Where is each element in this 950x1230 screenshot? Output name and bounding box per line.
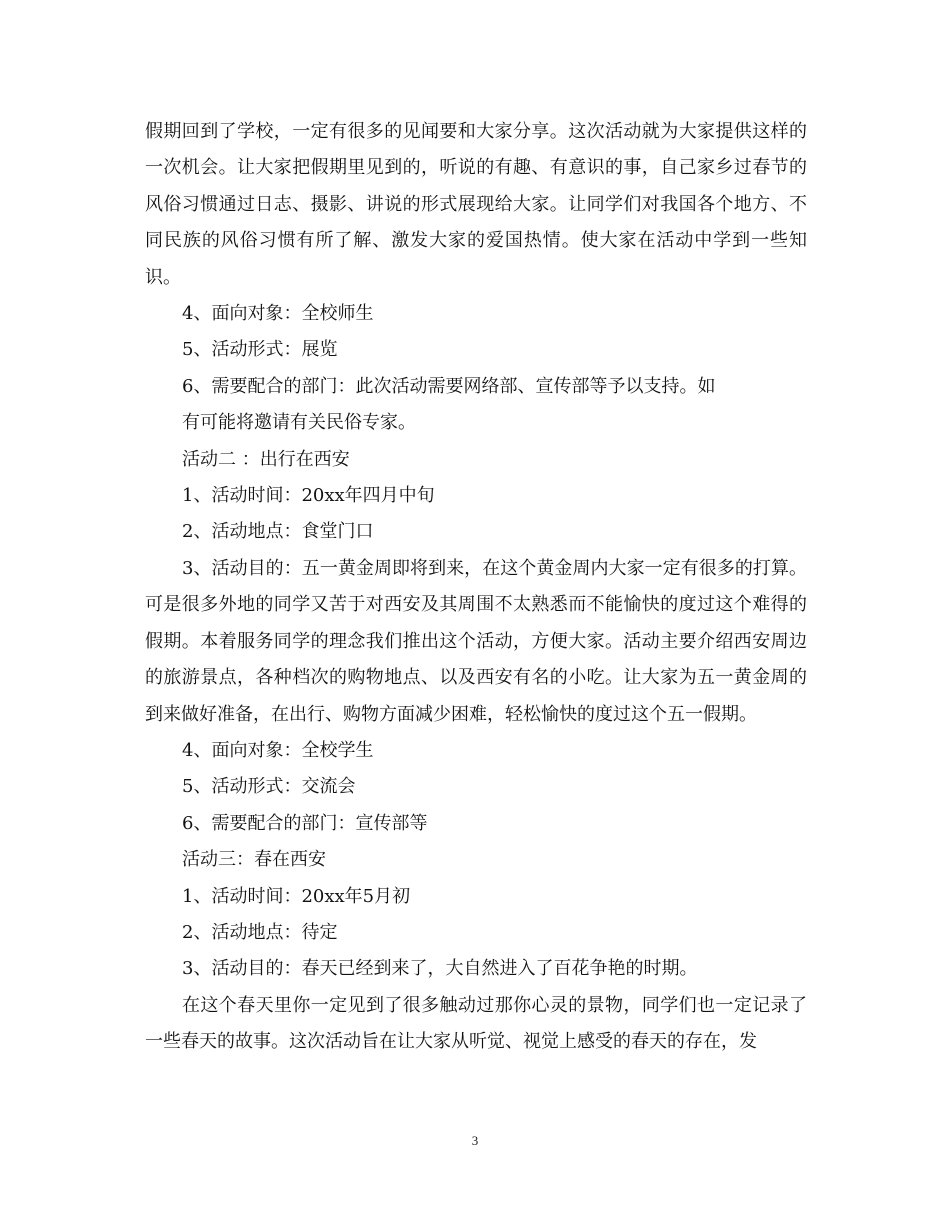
paragraph: 6、需要配合的部门：宣传部等 (182, 812, 428, 834)
paragraph: 5、活动形式：交流会 (182, 776, 356, 798)
paragraph: 在这个春天里你一定见到了很多触动过那你心灵的景物，同学们也一定记录了一些春天的故事。这次活动旨在让大家从听觉、视觉上感受的春天的存在，发 (145, 994, 807, 1053)
paragraph: 活动三：春在西安 (182, 849, 326, 871)
paragraph: 4、面向对象：全校师生 (182, 303, 374, 325)
paragraph: 3、活动目的：五一黄金周即将到来，在这个黄金周内大家一定有很多的打算。可是很多外地的同学又苦于对西安及其周围不太熟悉而不能愉快的度过这个难得的假期。本着服务同学的理念我们推出这个活动，方便大家。活动主要介绍西安周边的旅游景点，各种档次的购物地点、以及西安有名的小吃。让大家为五一黄金周的到来做好准备，在出行、购物方面减少困难，轻松愉快的度过这个五一假期。 (145, 557, 807, 725)
paragraph: 5、活动形式：展览 (182, 339, 338, 361)
paragraph: 活动二 ：出行在西安 (182, 448, 350, 470)
paragraph: 假期回到了学校，一定有很多的见闻要和大家分享。这次活动就为大家提供这样的一次机会。让大家把假期里见到的，听说的有趣、有意识的事，自己家乡过春节的风俗习惯通过日志、摄影、讲说的形式展现给大家。让同学们对我国各个地方、不同民族的风俗习惯有所了解、激发大家的爱国热情。使大家在活动中学到一些知识。 (145, 121, 807, 288)
paragraph: 2、活动地点：待定 (182, 921, 338, 943)
paragraph: 1、活动时间：20xx年四月中旬 (182, 485, 435, 507)
paragraph: 1、活动时间：20xx年5月初 (182, 885, 411, 907)
paragraph: 6、需要配合的部门：此次活动需要网络部、宣传部等予以支持。如 (182, 375, 716, 397)
page-number: 3 (471, 1133, 479, 1148)
paragraph: 4、面向对象：全校学生 (182, 739, 374, 761)
paragraph: 2、活动地点：食堂门口 (182, 521, 374, 543)
paragraph: 有可能将邀请有关民俗专家。 (182, 412, 416, 434)
paragraph: 3、活动目的：春天已经到来了，大自然进入了百花争艳的时期。 (182, 958, 698, 980)
document-body (145, 114, 807, 1061)
